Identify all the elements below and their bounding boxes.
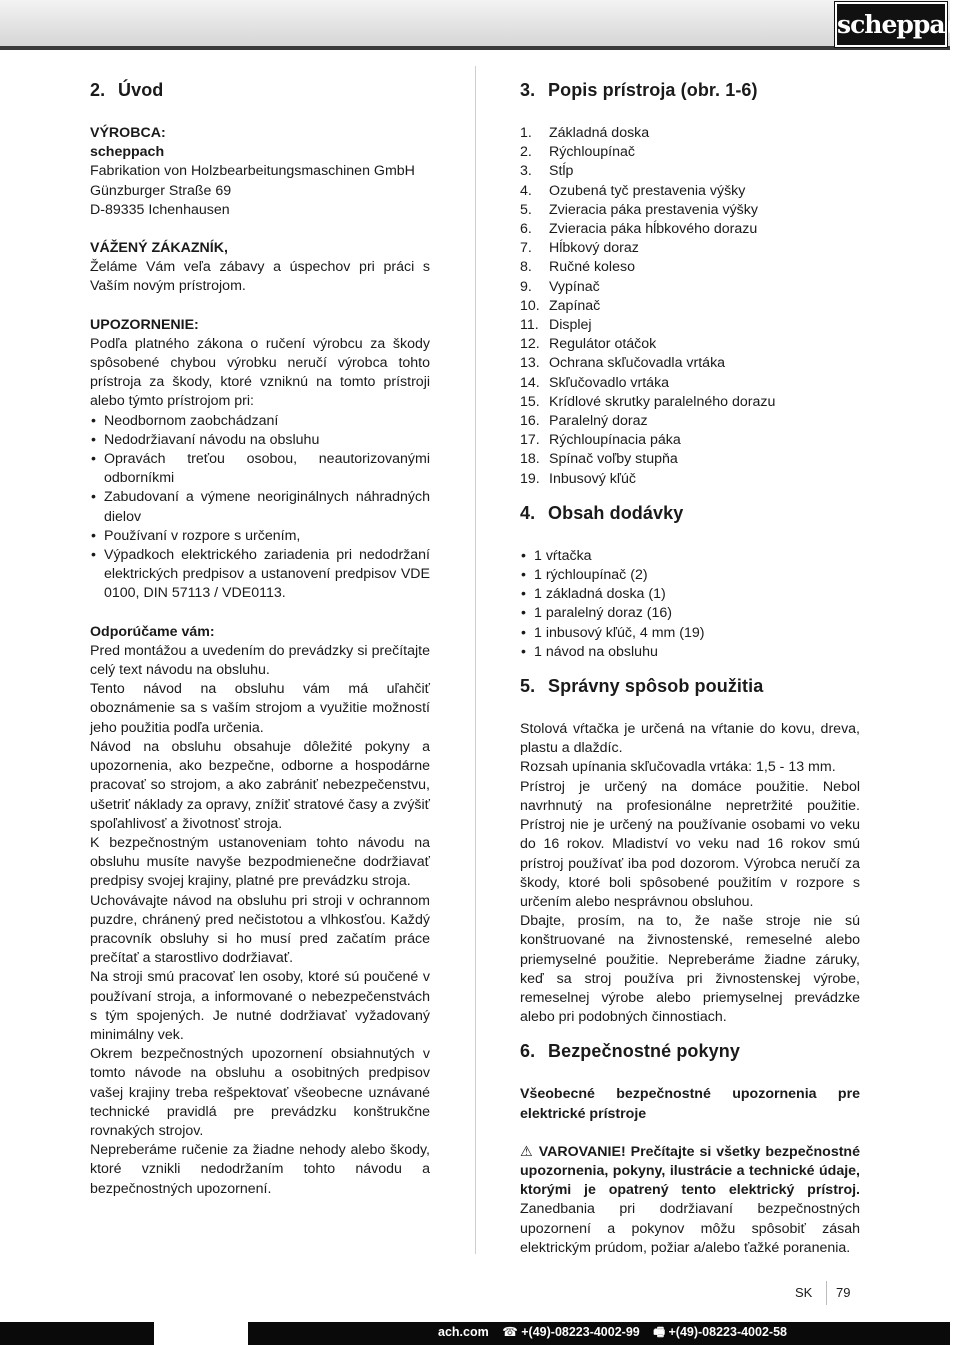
part-name: Rýchloupínacia páka: [549, 432, 681, 449]
list-item: • Nedodržiavaní návodu na obsluhu: [90, 431, 430, 450]
part-item: [520, 220, 860, 239]
list-item: • Výpadkoch elektrického zariadenia pri nedodržaní elektrických predpisov a ustanovení predpisov VDE 0100, DIN 57113 / VDE0113.: [90, 546, 430, 604]
part-item: [520, 297, 860, 316]
part-number: 18.: [520, 451, 540, 468]
part-name: Stĺp: [549, 163, 574, 180]
part-name: Skľučovadlo vrtáka: [549, 374, 670, 391]
part-number: 14.: [520, 374, 540, 391]
section-heading-safety: 6. Bezpečnostné pokyny: [520, 1041, 740, 1062]
left-column: [90, 76, 430, 1199]
part-item: [520, 335, 860, 354]
part-item: [520, 412, 860, 431]
part-item: [520, 316, 860, 335]
delivery-item: • 1 základná doska (1): [520, 585, 860, 604]
part-item: [520, 143, 860, 162]
paragraph: Okrem bezpečnostných upozornení obsiahnutých v tomto návode na obsluhu a osobitných predpisov vašej krajiny treba rešpektovať všeobecne uznávané technické pravidlá pre prevádzku konštrukčne rovnakých strojov.: [90, 1046, 430, 1139]
part-item: [520, 354, 860, 373]
part-item: [520, 258, 860, 277]
list-item: • Opravách treťou osobou, neautorizovanými odborníkmi: [90, 450, 430, 488]
section-heading-intro: 2. Úvod: [90, 80, 164, 100]
list-item: • Používaní v rozpore s určením,: [90, 527, 430, 546]
header-bar: [0, 0, 976, 50]
part-item: [520, 162, 860, 181]
paragraph: Dbajte, prosím, na to, že naše stroje nie sú konštruované na živnostenské, remeselné alebo priemyselné použitie. Nepreberáme žiadne záruky, keď sa stroj používa pri živnostenskej výrobe, remeselnej výrobe alebo priemyselnej prevádzke alebo pri podobných činnostiach.: [520, 913, 860, 1026]
paragraph: Na stroji smú pracovať len osoby, ktoré sú poučené v používaní stroja, a informované o nebezpečenstvách s tým spojených. Je nutné dodržiavať vyžadovaný minimálny vek.: [90, 969, 430, 1043]
part-item: [520, 393, 860, 412]
part-item: [520, 374, 860, 393]
language-code: SK: [795, 1285, 813, 1300]
address-line: Günzburger Straße 69: [90, 182, 232, 199]
section-heading-intended-use: 5. Správny spôsob použitia: [520, 676, 764, 697]
brand-logo: scheppach: [835, 2, 947, 47]
notice-text: Podľa platného zákona o ručení výrobcu za škody spôsobené chybou výrobku neručí výrobca tohto prístroja za škody, ktoré vzniknú na tomto prístroji alebo týmto prístrojom pri:: [90, 335, 430, 410]
part-name: Zvieracia páka hĺbkového dorazu: [549, 221, 758, 238]
manufacturer-address: [90, 162, 430, 220]
section-heading-description: 3. Popis prístroja (obr. 1-6): [520, 80, 758, 100]
part-item: [520, 201, 860, 220]
part-number: 5.: [520, 201, 532, 218]
part-number: 3.: [520, 163, 532, 180]
part-item: [520, 239, 860, 258]
footer-separator: [826, 1281, 827, 1305]
list-item: • Zabudovaní a výmene neoriginálnych náhradných dielov: [90, 488, 430, 526]
part-name: Spínač voľby stupňa: [549, 451, 678, 468]
part-number: 1.: [520, 125, 532, 141]
part-name: Inbusový kľúč: [549, 470, 636, 487]
delivery-item: • 1 paralelný doraz (16): [520, 604, 860, 623]
part-name: Základná doska: [549, 125, 650, 141]
paragraph: Nepreberáme ručenie za žiadne nehody alebo škody, ktoré vznikli nedodržaním tohto návodu a bezpečnostných upozornení.: [90, 1142, 430, 1197]
part-number: 4.: [520, 182, 532, 199]
notice-list: [90, 412, 430, 604]
warning-bold-text: ⚠ VAROVANIE! Prečítajte si všetky bezpečnostné upozornenia, pokyny, ilustrácie a technické údaje, ktorými je opatrený tento elektrický prístroj.: [520, 1143, 860, 1199]
part-name: Vypínač: [549, 278, 600, 295]
part-number: 7.: [520, 240, 532, 257]
bottom-contact-bar: [0, 1322, 950, 1345]
part-number: 11.: [520, 317, 539, 334]
part-number: 8.: [520, 259, 532, 276]
warning-paragraph: [520, 1143, 860, 1258]
part-number: 15.: [520, 393, 540, 410]
paragraph: Rozsah upínania skľučovadla vrtáka: 1,5 - 13 mm.: [520, 759, 836, 776]
part-number: 16.: [520, 413, 540, 430]
part-name: Hĺbkový doraz: [549, 240, 639, 257]
part-name: Ozubená tyč prestavenia výšky: [549, 182, 746, 199]
part-name: Ochrana skľučovadla vrtáka: [549, 355, 726, 372]
intended-use-paragraphs: [520, 720, 860, 1027]
paragraph: Pred montážou a uvedením do prevádzky si prečítajte celý text návodu na obsluhu.: [90, 642, 430, 679]
section-heading-delivery: 4. Obsah dodávky: [520, 502, 684, 523]
part-item: [520, 450, 860, 469]
delivery-list: [520, 547, 860, 662]
paragraph: Prístroj je určený na domáce použitie. Nebol navrhnutý na profesionálne nepretržité použitie. Prístroj nie je určený na používanie osobami vo veku do 16 rokov. Mladiství vo veku nad 16 rokov smú prístroj používať iba pod dozorom. Výrobca neručí za škody, ktoré boli spôsobené použitím v rozpore s určením alebo nesprávnou obsluhou.: [520, 778, 860, 910]
column-divider: [475, 66, 476, 1254]
part-name: Zvieracia páka prestavenia výšky: [549, 201, 758, 218]
part-item: [520, 278, 860, 297]
address-line: Fabrikation von Holzbearbeitungsmaschinen GmbH: [90, 163, 415, 180]
customer-label: VÁŽENÝ ZÁKAZNÍK,: [90, 240, 228, 257]
part-name: Paralelný doraz: [549, 413, 648, 430]
part-number: 10.: [520, 297, 540, 314]
warning-text: Zanedbania pri dodržiavaní bezpečnostných upozornení a pokynov môžu spôsobiť zásah elektrickým prúdom, požiar a/alebo ťažké poranenia.: [520, 1201, 860, 1256]
part-item: [520, 182, 860, 201]
part-item: [520, 124, 860, 143]
recommend-paragraphs: [90, 642, 430, 1199]
list-item: • Neodbornom zaobchádzaní: [90, 412, 430, 431]
recommend-label: Odporúčame vám:: [90, 623, 215, 640]
fax-number: 🖷 +(49)-08223-4002-58: [653, 1325, 787, 1339]
address-line: D-89335 Ichenhausen: [90, 201, 230, 218]
delivery-item: • 1 rýchloupínač (2): [520, 566, 860, 585]
manufacturer-label: VÝROBCA:: [90, 125, 166, 141]
part-number: 9.: [520, 278, 532, 295]
part-number: 13.: [520, 355, 540, 372]
part-number: 2.: [520, 144, 532, 161]
part-number: 12.: [520, 336, 540, 353]
website-fragment: ach.com: [438, 1325, 489, 1339]
delivery-item: • 1 inbusový kľúč, 4 mm (19): [520, 624, 860, 643]
part-number: 17.: [520, 432, 540, 449]
part-name: Krídlové skrutky paralelného dorazu: [549, 393, 776, 410]
manufacturer-name: scheppach: [90, 144, 165, 161]
part-name: Rýchloupínač: [549, 144, 635, 161]
part-item: [520, 470, 860, 489]
page-number: 79: [836, 1285, 851, 1300]
part-name: Ručné koleso: [549, 259, 635, 276]
paragraph: K bezpečnostným ustanoveniam tohto návodu na obsluhu musíte navyše bezpodmienečne dodržiavať predpisy svojej krajiny, platné pre prevádzku stroja.: [90, 834, 430, 890]
paragraph: Návod na obsluhu obsahuje dôležité pokyny a upozornenia, ako bezpečne, odborne a hospodárne pracovať so strojom, a ako zabrániť nebezpečenstvu, ušetriť náklady za opravy, znížiť stratové časy a zvýšiť spoľahlivosť a životnosť stroja.: [90, 738, 430, 832]
part-number: 6.: [520, 221, 532, 238]
phone-number: ☎ +(49)-08223-4002-99: [502, 1325, 640, 1339]
delivery-item: • 1 návod na obsluhu: [520, 643, 860, 662]
paragraph: Uchovávajte návod na obsluhu pri stroji v ochrannom puzdre, chránený pred nečistotou a vlhkosťou. Každý pracovník obsluhy si ho musí pred začatím práce prečítať a starostlivo dodržiavať.: [90, 892, 430, 967]
paragraph: Tento návod na obsluhu vám má uľahčiť oboznámenie sa s vaším strojom a využitie možností jeho použitia podľa určenia.: [90, 681, 430, 736]
part-number: 19.: [520, 470, 540, 487]
part-name: Zapínač: [549, 297, 601, 314]
parts-list: [520, 124, 860, 489]
customer-text: Želáme Vám veľa zábavy a úspechov pri práci s Vaším novým prístrojom.: [90, 259, 430, 295]
general-safety-heading: Všeobecné bezpečnostné upozornenia pre elektrické prístroje: [520, 1086, 860, 1122]
part-name: Displej: [549, 317, 592, 334]
right-column: [520, 76, 860, 1258]
notice-label: UPOZORNENIE:: [90, 316, 199, 333]
part-name: Regulátor otáčok: [549, 336, 657, 353]
delivery-item: • 1 vŕtačka: [520, 547, 860, 566]
paragraph: Stolová vŕtačka je určená na vŕtanie do kovu, dreva, plastu a dlaždíc.: [520, 721, 860, 757]
part-item: [520, 431, 860, 450]
